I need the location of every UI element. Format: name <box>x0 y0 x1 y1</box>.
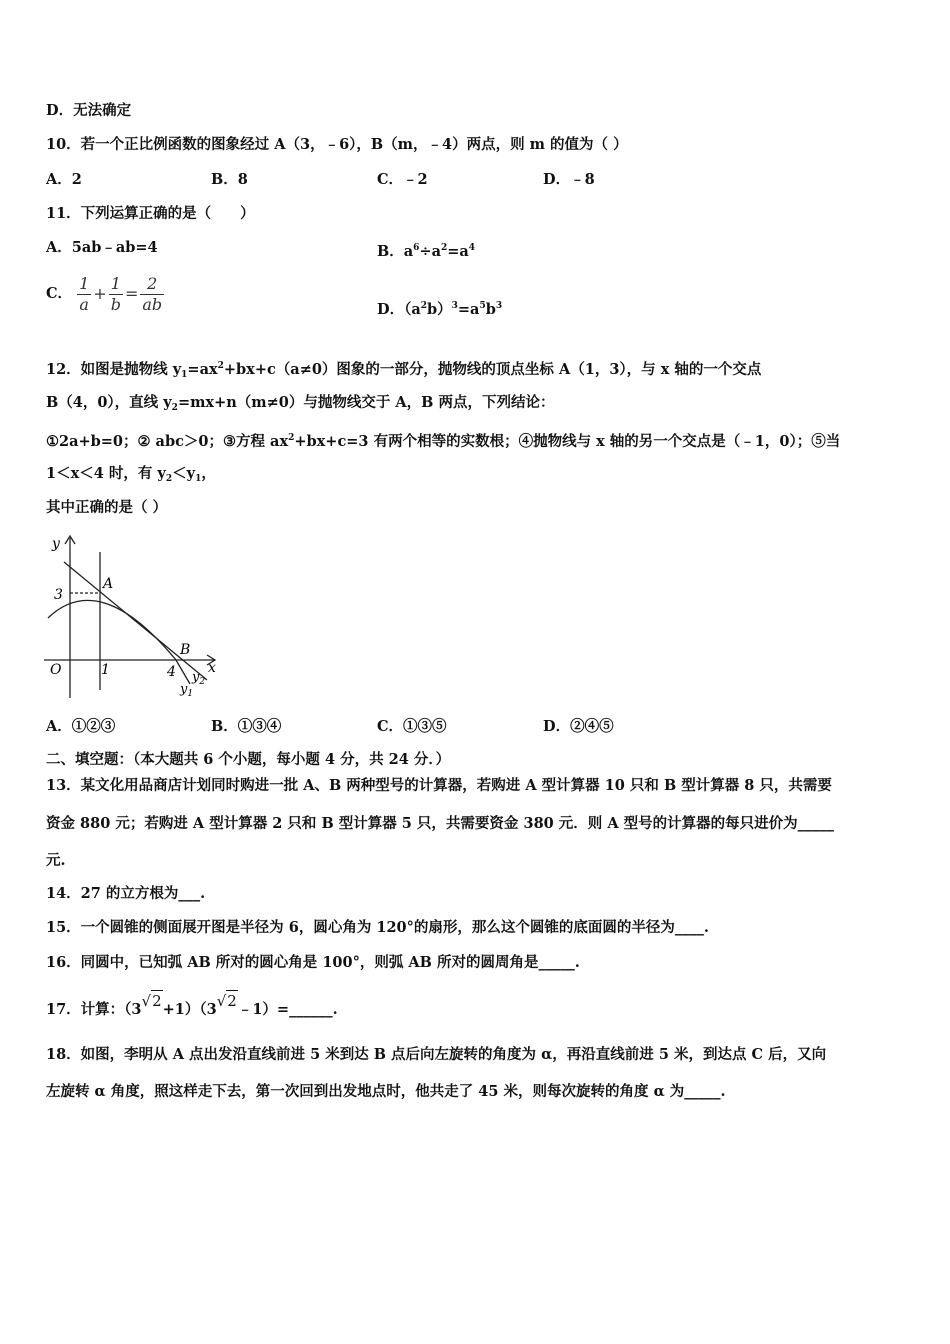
q9-option-d: D．无法确定 <box>46 102 132 119</box>
q13-line-3: 元. <box>46 852 66 869</box>
q12-line-2: B（4，0），直线 $y_2=mx+n(m\ne 0)$与抛物线交于 A，B 两点，下列结论： <box>46 394 555 413</box>
q18-line-2: 左旋转 α 角度，照这样走下去，第一次回到出发地点时，他共走了 45 米，则每次旋转的角度 α 为_____. <box>46 1083 726 1100</box>
q16: 16．同圆中，已知弧 AB 所对的圆心角是 100°，则弧 AB 所对的圆周角是_____. <box>46 954 580 971</box>
q12-line-3: ①2a+b=0；② abc＞0；③方程 $ax^2+bx+c=3$ 有两个相等的实数根；④抛物线与 x 轴的另一个交点是（﹣1，0）；⑤当 <box>46 433 841 450</box>
fraction-1-over-b: $\frac{1}{b}$ <box>110 273 121 314</box>
y-axis-label: y <box>52 536 60 552</box>
q12-option-b: B．①③④ <box>211 718 282 735</box>
sqrt-2-second: √2 <box>216 992 237 1010</box>
q12-line-4: 1＜x＜4 时，有 $y_2<y_1$， <box>46 465 216 484</box>
q13-line-1: 13．某文化用品商店计划同时购进一批 A、B 两种型号的计算器，若购进 A 型计算器 10 只和 B 型计算器 8 只，共需要 <box>46 777 832 794</box>
q11-option-a: A．5ab﹣ab=4 <box>46 239 158 256</box>
q12-option-d: D．②④⑤ <box>543 718 614 735</box>
point-b-label: B <box>180 642 191 658</box>
q17: 17．计算：（3√2+1）（3√2﹣1）=______. <box>46 992 338 1018</box>
point-a-label: A <box>103 576 114 592</box>
q11-option-b: B．$a^6\div a^2=a^4$ <box>377 243 476 260</box>
q10-option-a: A．2 <box>46 171 82 188</box>
sqrt-2-first: √2 <box>141 992 162 1010</box>
tick-1: 1 <box>101 662 110 678</box>
y1-label: $y_1$ <box>180 682 194 699</box>
q10-option-c: C．﹣2 <box>377 171 428 188</box>
q15: 15．一个圆锥的侧面展开图是半径为 6，圆心角为 120°的扇形，那么这个圆锥的底面圆的半径为____. <box>46 919 709 936</box>
tick-4: 4 <box>167 664 176 680</box>
q12-option-a: A．①②③ <box>46 718 116 735</box>
q12-line-1: 12．如图是抛物线 $y_1=ax^2+bx+c(a\ne 0)$图象的一部分，抛物线的顶点坐标 A（1，3），与 x 轴的一个交点 <box>46 361 762 380</box>
fraction-2-over-ab: $\frac{2}{ab}$ <box>142 273 163 314</box>
y2-label: $y_2$ <box>192 670 206 687</box>
line-y2 <box>64 562 207 680</box>
parabola-graph <box>44 530 224 702</box>
origin-label: O <box>50 662 62 678</box>
section-2-heading: 二、填空题：（本大题共 6 个小题，每小题 4 分，共 24 分．） <box>46 751 451 768</box>
q10-option-b: B．8 <box>211 171 248 188</box>
fraction-1-over-a: $\frac{1}{a}$ <box>79 273 90 314</box>
q18-line-1: 18．如图，李明从 A 点出发沿直线前进 5 米到达 B 点后向左旋转的角度为 α，再沿直线前进 5 米，到达点 C 后，又向 <box>46 1046 827 1063</box>
q10-option-d: D．﹣8 <box>543 171 595 188</box>
q13-line-2: 资金 880 元；若购进 A 型计算器 2 只和 B 型计算器 5 只，共需要资金 380 元．则 A 型号的计算器的每只进价为_____ <box>46 815 834 832</box>
q11-option-d: D．$(a^2b)^3=a^5b^3$ <box>377 301 503 318</box>
q10-stem: 10．若一个正比例函数的图象经过 A（3，﹣6），B（m，﹣4）两点，则 m 的值为（ ） <box>46 136 628 153</box>
q12-option-c: C．①③⑤ <box>377 718 447 735</box>
q11-stem: 11．下列运算正确的是（ ） <box>46 205 255 222</box>
q11-option-c: C． $\frac{1}{a}$ + $\frac{1}{b}$ = $\frac{2}{ab}$ <box>46 273 163 314</box>
q12-line-5: 其中正确的是（ ） <box>46 499 168 516</box>
tick-3: 3 <box>54 587 63 603</box>
q14: 14．27 的立方根为___. <box>46 885 206 902</box>
x-axis-label: x <box>208 660 216 676</box>
